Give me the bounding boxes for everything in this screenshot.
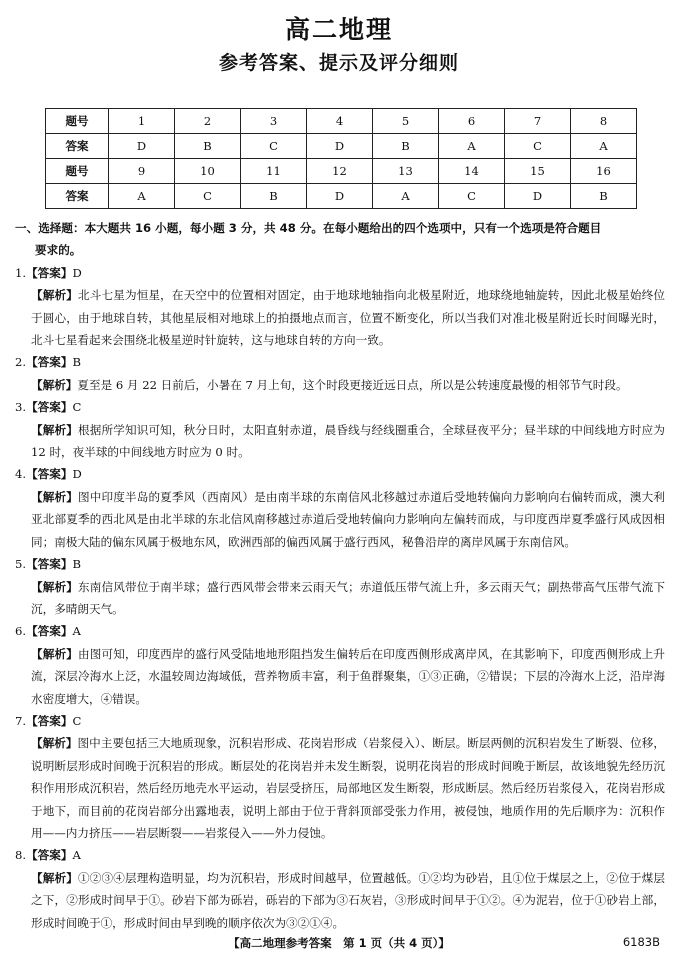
answer-value: A	[72, 848, 81, 863]
explanation	[15, 732, 665, 844]
explanation-tag: 【解析】	[31, 646, 78, 661]
answer-tag: 【答案】	[26, 848, 73, 863]
explanation-text: 夏至是 6 月 22 日前后，小暑在 7 月上旬，这个时段更接近远日点，所以是公转速度最慢的相邻节气时段。	[77, 377, 628, 392]
table-cell: B	[373, 134, 439, 159]
explanation	[15, 419, 665, 464]
document-code: 6183B	[622, 935, 660, 949]
table-cell: 11	[241, 159, 307, 184]
table-row	[46, 134, 637, 159]
explanation-tag: 【解析】	[31, 579, 78, 594]
explanation-text: ①②③④层理构造明显，均为沉积岩，形成时间越早，位置越低。①②均为砂岩，且①位于煤层之上，②位于煤层之下，②形成时间早于①。砂岩下部为砾岩，砾岩的下部为③石灰岩，③形成时间早于①②。④为泥岩，位于①砂岩上部，形成时间晚于①，形成时间由早到晚的顺序依次为③②①④。	[31, 870, 665, 930]
question-number: 6.	[15, 624, 27, 639]
explanation-tag: 【解析】	[31, 377, 78, 392]
table-cell: 1	[109, 109, 175, 134]
section-heading	[15, 217, 665, 262]
table-cell: 8	[571, 109, 637, 134]
table-cell: 9	[109, 159, 175, 184]
question-number: 8.	[15, 848, 27, 863]
question-number: 2.	[15, 355, 27, 370]
question-block	[15, 351, 665, 396]
table-cell: C	[241, 134, 307, 159]
question-number: 7.	[15, 713, 27, 728]
table-cell: D	[307, 184, 373, 209]
question-block	[15, 844, 665, 934]
explanation-text: 图中主要包括三大地质现象，沉积岩形成、花岗岩形成（岩浆侵入）、断层。断层两侧的沉积岩发生了断裂、位移，说明断层形成时间晚于沉积岩的形成。断层处的花岗岩并未发生断裂，说明花岗岩的形成时间晚于断层，故该地貌先经历沉积作用形成沉积岩，然后经历地壳水平运动，岩层受挤压，局部地区发生断裂，形成断层。然后经历岩浆侵入，花岗岩形成于地下，而目前的花岗岩部分出露地表，说明上部由于位于背斜顶部受张力作用，被侵蚀，地质作用的先后顺序为：沉积作用——内力挤压——岩层断裂——岩浆侵入——外力侵蚀。	[31, 736, 665, 840]
explanation-text: 由图可知，印度西岸的盛行风受陆地地形阻挡发生偏转后在印度西侧形成离岸风，在其影响下，印度西侧形成上升流，深层冷海水上泛，水温较周边海域低，营养物质丰富，利于鱼群聚集，①③正确，②错误；下层的冷海水上泛，沿岸海水密度增大，④错误。	[31, 646, 665, 706]
table-row-header: 题号	[46, 159, 109, 184]
answer-value: D	[72, 467, 82, 482]
table-cell: A	[439, 134, 505, 159]
explanation	[15, 486, 665, 553]
table-cell: 6	[439, 109, 505, 134]
explanation	[15, 643, 665, 710]
answer-tag: 【答案】	[26, 713, 73, 728]
answer-tag: 【答案】	[26, 355, 73, 370]
question-number: 4.	[15, 467, 27, 482]
answer-line	[15, 396, 665, 418]
table-row	[46, 184, 637, 209]
table-cell: B	[175, 134, 241, 159]
answer-line	[15, 262, 665, 284]
question-block	[15, 262, 665, 352]
answer-line	[15, 710, 665, 732]
answer-value: C	[72, 713, 82, 728]
table-cell: 14	[439, 159, 505, 184]
answer-value: C	[72, 400, 82, 415]
explanation	[15, 374, 665, 396]
table-cell: C	[439, 184, 505, 209]
answer-line	[15, 620, 665, 642]
question-number: 3.	[15, 400, 27, 415]
explanation-tag: 【解析】	[31, 870, 78, 885]
table-cell: D	[109, 134, 175, 159]
table-cell: 15	[505, 159, 571, 184]
answer-value: D	[72, 265, 82, 280]
question-block	[15, 553, 665, 620]
answer-value: B	[72, 557, 81, 572]
question-block	[15, 396, 665, 463]
answer-line	[15, 553, 665, 575]
explanation	[15, 284, 665, 351]
table-row	[46, 109, 637, 134]
table-cell: A	[571, 134, 637, 159]
table-cell: 3	[241, 109, 307, 134]
explanation	[15, 576, 665, 621]
answer-line	[15, 844, 665, 866]
explanation	[15, 867, 665, 934]
explanation-tag: 【解析】	[31, 288, 78, 303]
table-cell: 16	[571, 159, 637, 184]
question-block	[15, 710, 665, 844]
question-number: 5.	[15, 557, 27, 572]
answer-value: B	[72, 355, 81, 370]
section-heading-line2: 要求的。	[35, 243, 82, 258]
table-cell: A	[373, 184, 439, 209]
answer-explanations	[15, 217, 665, 934]
page-footer: 【高二地理参考答案 第 1 页（共 4 页）】	[228, 936, 450, 950]
table-cell: B	[241, 184, 307, 209]
answer-line	[15, 351, 665, 373]
table-row-header: 题号	[46, 109, 109, 134]
table-cell: B	[571, 184, 637, 209]
question-block	[15, 620, 665, 710]
explanation-text: 北斗七星为恒星，在天空中的位置相对固定，由于地球地轴指向北极星附近，地球绕地轴旋转，因此北极星始终位于圆心，由于地球自转，其他星辰相对地球上的拍摄地点而言，位置不断变化，所以当我们对准北极星附近长时间曝光时，北斗七星看起来会围绕北极星逆时针旋转，这与地球自转的方向一致。	[31, 288, 665, 348]
question-block	[15, 463, 665, 553]
table-row-header: 答案	[46, 184, 109, 209]
table-cell: 2	[175, 109, 241, 134]
table-cell: D	[505, 184, 571, 209]
answer-table	[45, 108, 637, 209]
table-cell: 4	[307, 109, 373, 134]
answer-tag: 【答案】	[26, 400, 73, 415]
table-cell: 10	[175, 159, 241, 184]
answer-tag: 【答案】	[26, 557, 73, 572]
explanation-text: 东南信风带位于南半球；盛行西风带会带来云雨天气；赤道低压带气流上升，多云雨天气；副热带高气压带气流下沉，多晴朗天气。	[31, 579, 665, 616]
answer-line	[15, 463, 665, 485]
explanation-tag: 【解析】	[31, 736, 78, 751]
answer-tag: 【答案】	[26, 265, 73, 280]
answer-value: A	[72, 624, 81, 639]
explanation-text: 根据所学知识可知，秋分日时，太阳直射赤道，晨昏线与经线圈重合，全球昼夜平分；昼半球的中间线地方时应为 12 时，夜半球的中间线地方时应为 0 时。	[31, 422, 665, 460]
table-cell: C	[175, 184, 241, 209]
table-cell: D	[307, 134, 373, 159]
answer-tag: 【答案】	[26, 624, 73, 639]
section-heading-line1: 一、选择题：本大题共 16 小题，每小题 3 分，共 48 分。在每小题给出的四个选项中，只有一个选项是符合题目	[15, 221, 602, 235]
explanation-tag: 【解析】	[31, 489, 78, 504]
explanation-text: 图中印度半岛的夏季风（西南风）是由南半球的东南信风北移越过赤道后受地转偏向力影响向右偏转而成，澳大利亚北部夏季的西北风是由北半球的东北信风南移越过赤道后受地转偏向力影响向左偏转而成，与印度西岸夏季盛行风成因相同；南极大陆的偏东风属于极地东风，欧洲西部的偏西风属于盛行西风，秘鲁沿岸的离岸风属于东南信风。	[31, 489, 665, 549]
explanation-tag: 【解析】	[31, 422, 78, 437]
table-row	[46, 159, 637, 184]
table-cell: A	[109, 184, 175, 209]
question-number: 1.	[15, 265, 27, 280]
table-cell: C	[505, 134, 571, 159]
page-subtitle: 参考答案、提示及评分细则	[218, 52, 459, 74]
table-cell: 13	[373, 159, 439, 184]
table-row-header: 答案	[46, 134, 109, 159]
table-cell: 7	[505, 109, 571, 134]
table-cell: 12	[307, 159, 373, 184]
page-title: 高二地理	[284, 15, 393, 44]
answer-tag: 【答案】	[26, 467, 73, 482]
table-cell: 5	[373, 109, 439, 134]
